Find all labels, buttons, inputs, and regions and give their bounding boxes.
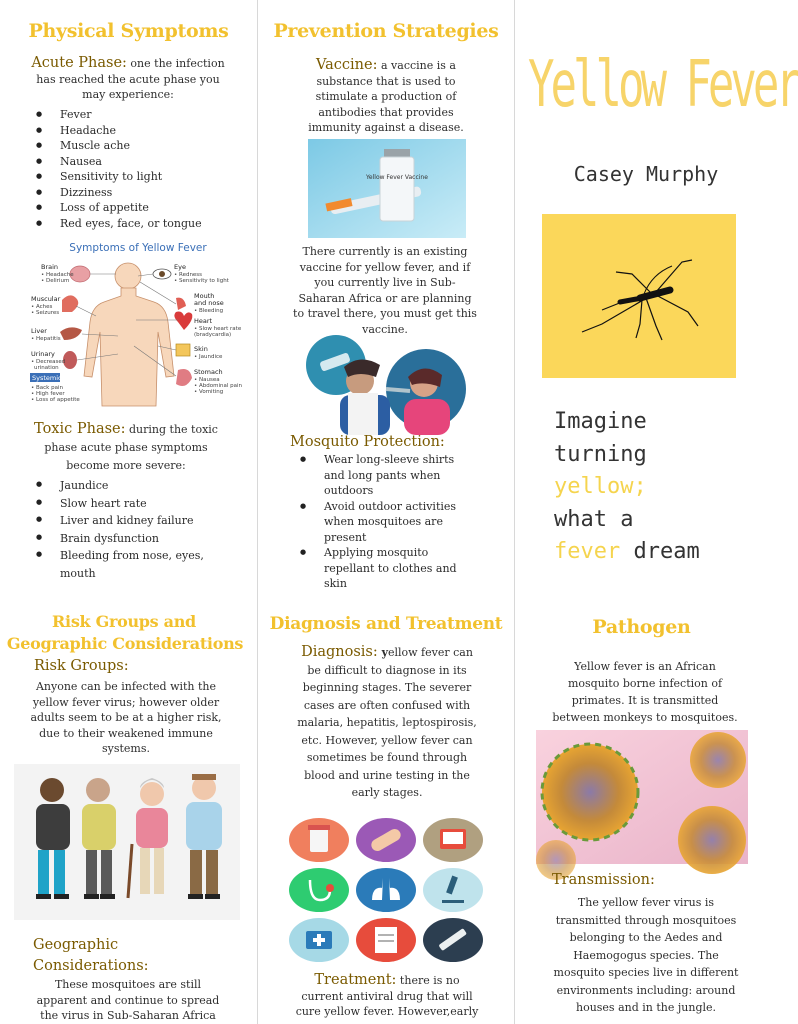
- vaccine-paragraph: [300, 58, 472, 136]
- list-item: ● Fever: [30, 107, 250, 123]
- column-divider-right: [514, 0, 515, 1024]
- tagline-line3: yellow;: [554, 474, 647, 499]
- physical-symptoms-heading: Physical Symptoms: [28, 20, 229, 42]
- liver-icon: [60, 327, 82, 340]
- stethoscope-icon: [289, 868, 349, 912]
- urinary-label: Urinary: [31, 350, 55, 358]
- heart-icon: [174, 312, 192, 331]
- geographic-text: These mosquitoes are still apparent and continue to spread the virus in Sub-Saharan Africa: [36, 978, 220, 1022]
- liver-sub-1: • Hepatitis: [31, 336, 61, 342]
- list-item: ● Bleeding from nose, eyes, mouth: [30, 547, 230, 582]
- tagline: [554, 406, 700, 569]
- list-item: ● Avoid outdoor activities when mosquitoes are present: [294, 499, 474, 546]
- elderly-people-illustration: [14, 764, 240, 920]
- diagnosis-label: Diagnosis:: [301, 644, 378, 660]
- geographic-label-line2: Considerations:: [33, 958, 149, 974]
- list-item: ● Muscle ache: [30, 138, 250, 154]
- virus-image: [536, 730, 748, 864]
- skin-icon: [176, 344, 190, 356]
- list-item: ● Headache: [30, 123, 250, 139]
- vaccine-paragraph-2: There currently is an existing vaccine for yellow fever, and if you currently live in Sub-Saharan Africa or are planning to travel there, you must get this vaccine.: [293, 245, 477, 336]
- list-item: ● Loss of appetite: [30, 200, 250, 216]
- eye-sub-2: • Sensitivity to light: [174, 278, 229, 284]
- systemic-label: Systemic: [32, 374, 62, 382]
- first-aid-kit-icon: [289, 918, 349, 962]
- pathogen-text: Yellow fever is an African mosquito borne infection of primates. It is transmitted between monkeys to mosquitoes.: [552, 660, 738, 724]
- geographic-label-line1: Geographic: [33, 937, 119, 953]
- list-item: ● Jaundice: [30, 477, 230, 495]
- list-item: ● Dizziness: [30, 185, 250, 201]
- skin-sub-1: • Jaundice: [194, 354, 223, 360]
- list-item: ● Applying mosquito repellant to clothes and skin: [294, 545, 474, 592]
- vaccine-photo: [308, 139, 466, 238]
- mosquito-protection-list: [294, 452, 474, 592]
- mosquito-protection-label: Mosquito Protection:: [290, 434, 445, 450]
- cover-author: Casey Murphy: [573, 162, 719, 186]
- list-item: ● Wear long-sleeve shirts and long pants when outdoors: [294, 452, 474, 499]
- systemic-sub-1: • Back pain: [31, 385, 63, 391]
- toxic-symptom-list: [30, 477, 230, 582]
- muscular-label: Muscular: [31, 295, 61, 303]
- risk-groups-label: Risk Groups:: [34, 658, 129, 674]
- eye-label: Eye: [174, 263, 186, 271]
- list-item: ● Liver and kidney failure: [30, 512, 230, 530]
- list-item: ● Slow heart rate: [30, 495, 230, 513]
- tagline-line4: what a: [554, 506, 634, 532]
- mouth-label: Mouth: [194, 292, 215, 300]
- treatment-label: Treatment:: [314, 972, 397, 988]
- acute-phase-intro: [28, 56, 228, 103]
- diagnosis-text: ellow fever can be difficult to diagnose in its beginning stages. The severer cases are often confused with malaria, hepatitis, leptospirosis, etc. However, yellow fever can sometimes be found through blood and urine testing in the early stages.: [297, 646, 477, 799]
- transmission-label: Transmission:: [552, 872, 655, 888]
- prevention-heading: Prevention Strategies: [273, 20, 499, 42]
- list-item: ● Sensitivity to light: [30, 169, 250, 185]
- acute-phase-text: one the infection has reached the acute phase you may experience:: [36, 57, 225, 101]
- stomach-sub-2: • Abdominal pain: [194, 383, 242, 389]
- mouth-sub-2: • Bleeding: [194, 308, 224, 314]
- toxic-phase-intro: [26, 420, 226, 475]
- risk-groups-heading-line2: Geographic Considerations: [6, 634, 244, 653]
- nose-icon: [176, 298, 186, 310]
- tagline-line2: turning: [554, 441, 647, 467]
- liver-label: Liver: [31, 327, 47, 335]
- diagnosis-paragraph: [294, 644, 480, 802]
- vaccine-label: Vaccine:: [316, 57, 378, 73]
- eye-sub-1: • Redness: [174, 272, 203, 278]
- cover-title: Yellow Fever: [528, 48, 798, 122]
- bandage-icon: [356, 818, 416, 862]
- brain-sub-2: • Delirium: [41, 278, 70, 284]
- stomach-label: Stomach: [194, 368, 223, 376]
- microscope-icon: [423, 868, 483, 912]
- syringe-icon: [423, 918, 483, 962]
- skin-label: Skin: [194, 345, 208, 353]
- heart-sub-2: (bradycardia): [194, 332, 232, 338]
- muscle-icon: [62, 295, 78, 312]
- column-divider-left: [257, 0, 258, 1024]
- lungs-icon: [356, 868, 416, 912]
- tagline-line5: [554, 536, 700, 569]
- brain-sub-1: • Headache: [41, 272, 74, 278]
- heart-sub-1: • Slow heart rate: [194, 326, 242, 332]
- vaccine-vial-label: Yellow Fever Vaccine: [366, 174, 428, 181]
- acute-symptom-list: [30, 107, 250, 231]
- diagnosis-treatment-heading: Diagnosis and Treatment: [269, 614, 503, 634]
- urinary-sub-2: urination: [34, 365, 59, 371]
- toxic-phase-text: during the toxic phase acute phase symptoms become more severe:: [44, 423, 218, 472]
- geographic-label: [33, 935, 149, 977]
- transmission-text: The yellow fever virus is transmitted through mosquitoes belonging to the Aedes and Haemogogus species. The mosquito species live in different environments including: around houses and in the jungle.: [553, 896, 739, 1014]
- list-item: ● Brain dysfunction: [30, 530, 230, 548]
- pill-bottle-icon: [289, 818, 349, 862]
- medical-icons-grid: [286, 816, 486, 966]
- stomach-sub-1: • Nausea: [194, 377, 220, 383]
- urinary-sub-1: • Decreased: [31, 359, 66, 365]
- diagram-title: Symptoms of Yellow Fever: [69, 242, 207, 254]
- mosquito-image: [542, 214, 736, 378]
- toxic-phase-label: Toxic Phase:: [34, 421, 126, 437]
- systemic-sub-3: • Loss of appetite: [31, 397, 80, 403]
- systemic-sub-2: • High fever: [31, 391, 65, 397]
- treatment-paragraph: [292, 973, 482, 1020]
- pathogen-heading: Pathogen: [592, 616, 691, 638]
- diagnosis-first-letter: y: [377, 646, 388, 659]
- treatment-text: there is no current antiviral drug that will cure yellow fever. However,early: [295, 974, 479, 1018]
- acute-phase-label: Acute Phase:: [31, 55, 127, 71]
- vaccination-illustration: [300, 337, 468, 435]
- symptoms-diagram: [26, 236, 242, 406]
- vaccine-text: a vaccine is a substance that is used to stimulate a production of antibodies that provides immunity against a disease.: [308, 59, 464, 134]
- mouth-sub-1: and nose: [194, 299, 224, 307]
- human-body-figure: [84, 263, 174, 406]
- list-item: ● Red eyes, face, or tongue: [30, 216, 250, 232]
- tagline-line1: Imagine: [554, 409, 647, 434]
- prescription-icon: [356, 918, 416, 962]
- risk-groups-heading-line1: Risk Groups and: [52, 612, 196, 631]
- tagline-fever: fever: [554, 539, 621, 564]
- stomach-icon: [176, 369, 192, 386]
- tagline-dream: dream: [620, 539, 700, 564]
- monitor-icon: [423, 818, 483, 862]
- muscular-sub-1: • Aches: [31, 304, 53, 310]
- brain-label: Brain: [41, 263, 59, 271]
- list-item: ● Nausea: [30, 154, 250, 170]
- risk-groups-text: Anyone can be infected with the yellow fever virus; however older adults seem to be at a higher risk, due to their weakened immune systems.: [30, 680, 222, 755]
- heart-label: Heart: [194, 317, 213, 325]
- stomach-sub-3: • Vomiting: [194, 389, 224, 395]
- muscular-sub-2: • Seizures: [31, 310, 60, 316]
